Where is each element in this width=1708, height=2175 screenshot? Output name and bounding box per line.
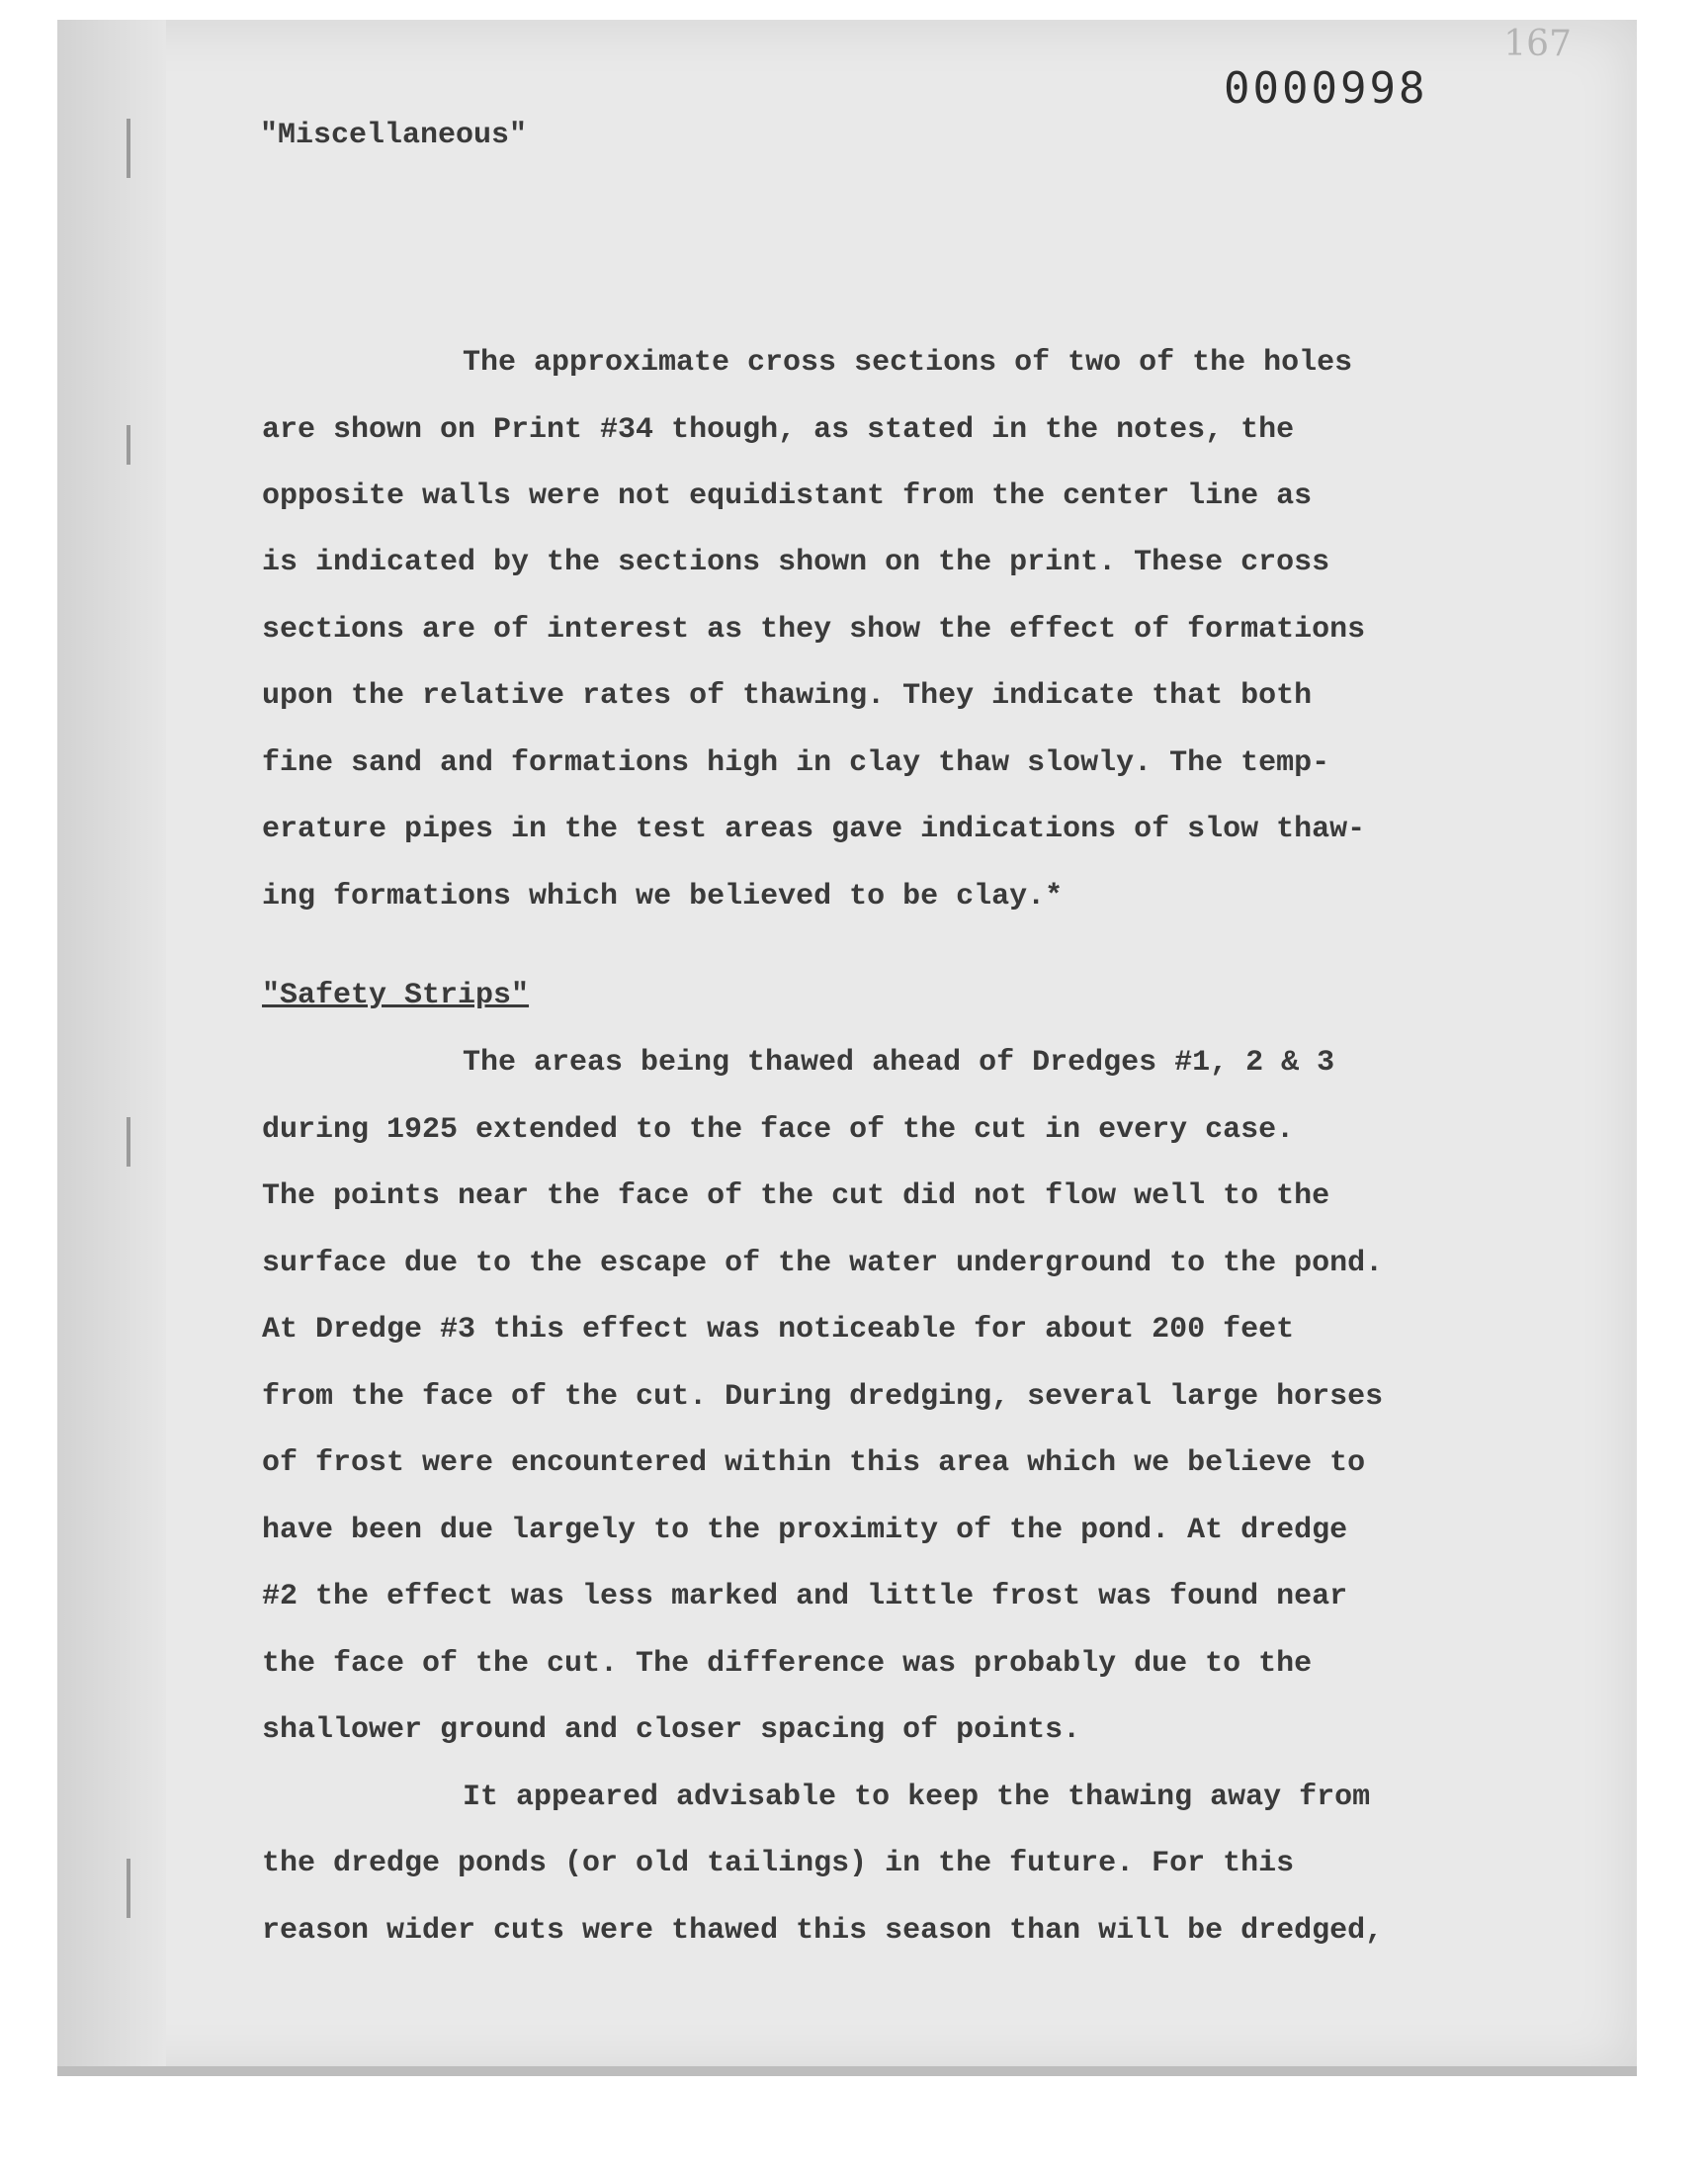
- text-line: have been due largely to the proximity of the pond. At dredge: [262, 1514, 1348, 1547]
- text-line: surface due to the escape of the water underground to the pond.: [262, 1247, 1384, 1280]
- text-line: erature pipes in the test areas gave indications of slow thaw-: [262, 813, 1366, 846]
- corner-page-number: 167: [1503, 24, 1572, 64]
- margin-mark: [127, 1859, 130, 1918]
- text-line: sections are of interest as they show the effect of formations: [262, 613, 1366, 647]
- text-line: is indicated by the sections shown on the print. These cross: [262, 546, 1330, 579]
- text-line: The areas being thawed ahead of Dredges #1, 2 & 3: [463, 1046, 1335, 1080]
- text-line: The approximate cross sections of two of the holes: [463, 346, 1353, 380]
- text-line: The points near the face of the cut did not flow well to the: [262, 1179, 1330, 1213]
- margin-mark: [127, 119, 130, 178]
- margin-mark: [127, 1117, 130, 1167]
- text-line: are shown on Print #34 though, as stated in the notes, the: [262, 413, 1295, 447]
- text-line: It appeared advisable to keep the thawing away from: [463, 1781, 1371, 1814]
- margin-mark: [127, 425, 130, 465]
- text-line: the dredge ponds (or old tailings) in the future. For this: [262, 1847, 1295, 1880]
- document-number: 0000998: [1224, 63, 1428, 114]
- section-title: "Safety Strips": [262, 979, 530, 1012]
- text-line: the face of the cut. The difference was probably due to the: [262, 1647, 1313, 1681]
- page-shadow-edge: [57, 20, 166, 2076]
- text-line: reason wider cuts were thawed this season than will be dredged,: [262, 1914, 1384, 1948]
- page-bottom-edge: [57, 2066, 1637, 2076]
- text-line: At Dredge #3 this effect was noticeable for about 200 feet: [262, 1313, 1295, 1347]
- text-line: opposite walls were not equidistant from the center line as: [262, 479, 1313, 513]
- text-line: during 1925 extended to the face of the cut in every case.: [262, 1113, 1295, 1147]
- text-line: of frost were encountered within this area which we believe to: [262, 1446, 1366, 1480]
- page-heading: "Miscellaneous": [260, 119, 528, 152]
- text-line: ing formations which we believed to be clay.*: [262, 880, 1064, 914]
- text-line: fine sand and formations high in clay thaw slowly. The temp-: [262, 746, 1330, 780]
- text-line: #2 the effect was less marked and little frost was found near: [262, 1580, 1348, 1613]
- text-line: shallower ground and closer spacing of points.: [262, 1713, 1081, 1747]
- text-line: from the face of the cut. During dredging, several large horses: [262, 1380, 1384, 1414]
- text-line: upon the relative rates of thawing. They indicate that both: [262, 679, 1313, 713]
